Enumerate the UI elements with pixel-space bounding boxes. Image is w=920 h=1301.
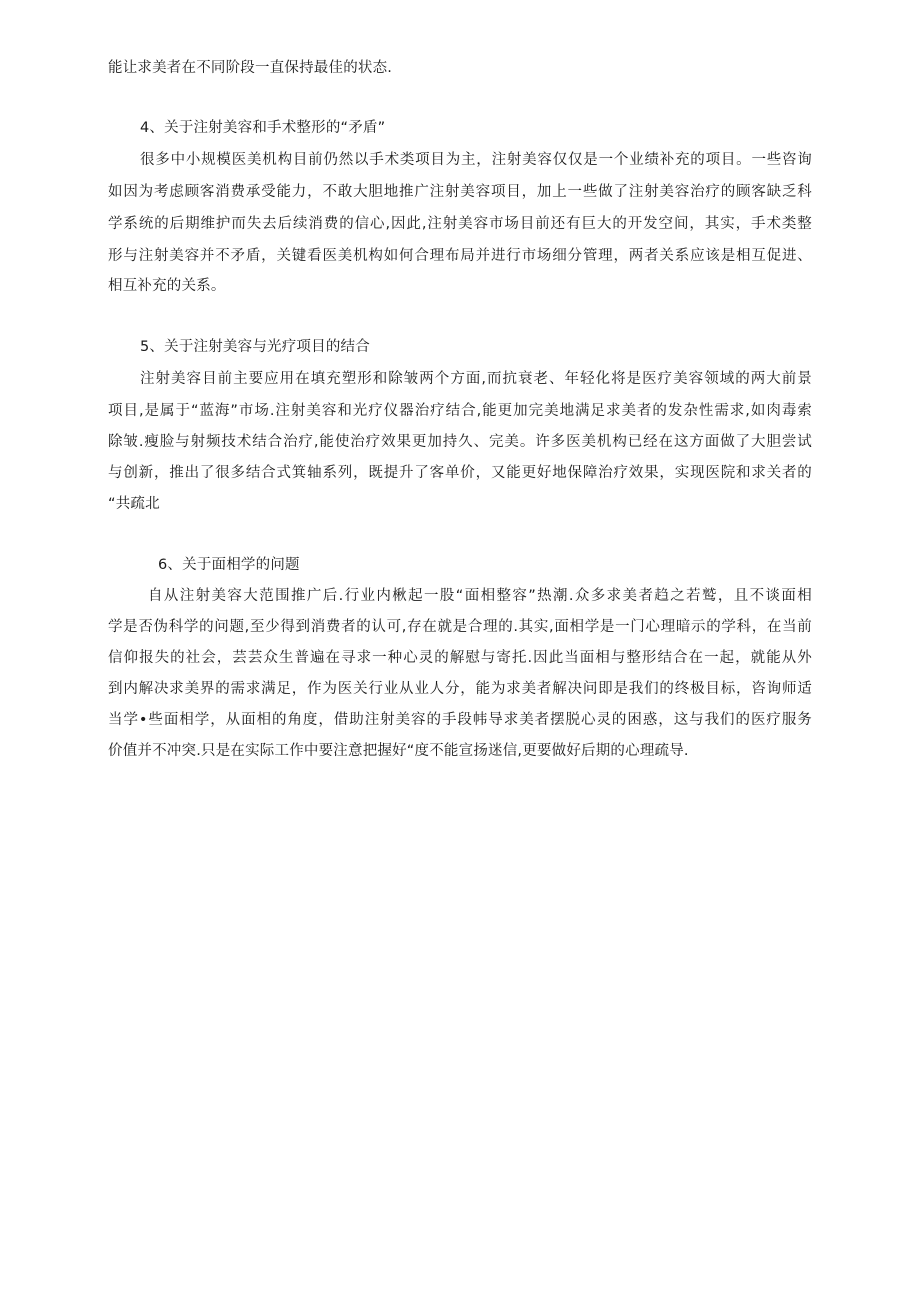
paragraph-line: 到内解决求美界的需求满足，作为医关行业从业人分，能为求美者解决问即是我们的终极目标，咨询师适	[108, 681, 812, 697]
paragraph-line: 自从注射美容大范围推广后.行业内楸起一股“面相整容”热潮.众多求美者趋之若鹫，且不谈面相	[148, 588, 812, 604]
paragraph-line: 信仰报失的社会，芸芸众生普遍在寻求一种心灵的解慰与寄托.因此当面相与整形结合在一起，就能从外	[108, 650, 812, 666]
paragraph-line: 价值并不冲突.只是在实际工作中要注意把握好“度不能宣扬迷信,更要做好后期的心理疏导.	[108, 743, 689, 759]
paragraph-line: 能让求美者在不同阶段一直保持最佳的状态.	[108, 60, 393, 76]
paragraph-line: 如因为考虑顾客消费承受能力，不敢大胆地推广注射美容项目，加上一些做了注射美容治疗的顾客缺乏科	[108, 184, 812, 200]
paragraph-line: 注射美容目前主要应用在填充塑形和除皱两个方面,而抗衰老、年轻化将是医疗美容领域的两大前景	[140, 371, 812, 387]
paragraph-line: 除皱.瘦脸与射频技术结合治疗,能使治疗效果更加持久、完美。许多医美机构已经在这方面做了大胆尝试	[108, 434, 812, 450]
paragraph-line: 学是否伪科学的问题,至少得到消费者的认可,存在就是合理的.其实,面相学是一门心理暗示的学科，在当前	[108, 619, 812, 635]
paragraph-line: 相互补充的关系。	[108, 278, 226, 294]
paragraph-line: 当学•些面相学，从面相的角度，借助注射美容的手段帏导求美者摆脱心灵的困惑，这与我们的医疗服务	[108, 712, 812, 728]
paragraph-line: 与创新，推出了很多结合式箕轴系列，既提升了客单价，又能更好地保障治疗效果，实现医院和求关者的	[108, 465, 812, 481]
paragraph-line: 项目,是属于“蓝海”市场.注射美容和光疗仪器治疗结合,能更加完美地满足求美者的发杂性需求,如肉毒索	[108, 403, 812, 419]
section-heading-5: 5、关于注射美容与光疗项目的结合	[140, 339, 370, 355]
paragraph-line: 学系统的后期维护而失去后续消费的信心,因此,注射美容市场目前还有巨大的开发空间，其实，手术类整	[108, 216, 812, 232]
paragraph-line: 很多中小规模医美机构目前仍然以手术类项目为主，注射美容仅仅是一个业绩补充的项目。一些咨询	[140, 152, 812, 168]
paragraph-line: “共疏北	[108, 496, 160, 512]
paragraph-line: 形与注射美容并不矛盾，关键看医美机构如何合理布局并进行市场细分管理，两者关系应该是相互促进、	[108, 248, 812, 264]
section-heading-6: 6、关于面相学的问题	[158, 557, 300, 573]
section-heading-4: 4、关于注射美容和手术整形的“矛盾”	[140, 120, 386, 136]
